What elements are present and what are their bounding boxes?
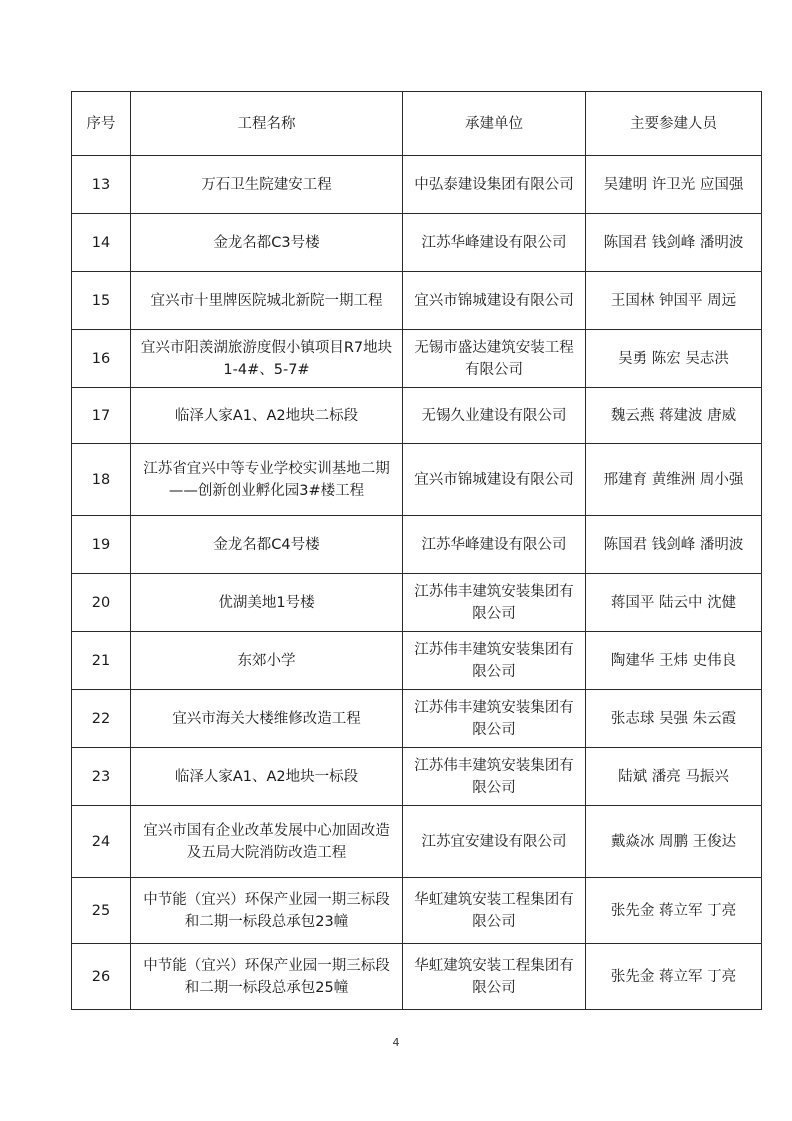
cell-no: 14 bbox=[72, 214, 131, 272]
cell-contractor: 江苏伟丰建筑安装集团有限公司 bbox=[403, 748, 586, 806]
cell-no: 23 bbox=[72, 748, 131, 806]
cell-staff: 陈国君 钱剑峰 潘明波 bbox=[586, 214, 762, 272]
cell-no: 19 bbox=[72, 516, 131, 574]
table-row bbox=[72, 944, 762, 1010]
cell-no: 15 bbox=[72, 272, 131, 330]
cell-staff: 陈国君 钱剑峰 潘明波 bbox=[586, 516, 762, 574]
table-row bbox=[72, 748, 762, 806]
project-table bbox=[71, 91, 762, 1010]
cell-no: 26 bbox=[72, 944, 131, 1010]
cell-contractor: 华虹建筑安装工程集团有限公司 bbox=[403, 878, 586, 944]
header-no: 序号 bbox=[72, 92, 131, 156]
cell-contractor: 江苏伟丰建筑安装集团有限公司 bbox=[403, 690, 586, 748]
table-row bbox=[72, 444, 762, 516]
cell-no: 21 bbox=[72, 632, 131, 690]
cell-contractor: 江苏伟丰建筑安装集团有限公司 bbox=[403, 574, 586, 632]
cell-project: 金龙名都C4号楼 bbox=[131, 516, 403, 574]
table-row bbox=[72, 632, 762, 690]
cell-project: 宜兴市阳羡湖旅游度假小镇项目R7地块1-4#、5-7# bbox=[131, 330, 403, 388]
header-project: 工程名称 bbox=[131, 92, 403, 156]
cell-staff: 张先金 蒋立军 丁亮 bbox=[586, 878, 762, 944]
table-row bbox=[72, 156, 762, 214]
cell-staff: 蒋国平 陆云中 沈健 bbox=[586, 574, 762, 632]
cell-staff: 魏云燕 蒋建波 唐威 bbox=[586, 388, 762, 444]
cell-project: 东郊小学 bbox=[131, 632, 403, 690]
cell-staff: 张志球 吴强 朱云霞 bbox=[586, 690, 762, 748]
cell-project: 优湖美地1号楼 bbox=[131, 574, 403, 632]
cell-project: 宜兴市海关大楼维修改造工程 bbox=[131, 690, 403, 748]
cell-staff: 吴建明 许卫光 应国强 bbox=[586, 156, 762, 214]
cell-staff: 陶建华 王炜 史伟良 bbox=[586, 632, 762, 690]
cell-staff: 吴勇 陈宏 吴志洪 bbox=[586, 330, 762, 388]
cell-project: 临泽人家A1、A2地块二标段 bbox=[131, 388, 403, 444]
table-row bbox=[72, 574, 762, 632]
cell-no: 25 bbox=[72, 878, 131, 944]
page-number: 4 bbox=[392, 1036, 400, 1049]
cell-project: 江苏省宜兴中等专业学校实训基地二期——创新创业孵化园3#楼工程 bbox=[131, 444, 403, 516]
table-row bbox=[72, 330, 762, 388]
table-row bbox=[72, 388, 762, 444]
table-row bbox=[72, 878, 762, 944]
cell-project: 宜兴市十里牌医院城北新院一期工程 bbox=[131, 272, 403, 330]
cell-no: 24 bbox=[72, 806, 131, 878]
cell-project: 临泽人家A1、A2地块一标段 bbox=[131, 748, 403, 806]
table-row bbox=[72, 690, 762, 748]
cell-staff: 陆斌 潘亮 马振兴 bbox=[586, 748, 762, 806]
cell-contractor: 无锡久业建设有限公司 bbox=[403, 388, 586, 444]
header-contractor: 承建单位 bbox=[403, 92, 586, 156]
cell-project: 万石卫生院建安工程 bbox=[131, 156, 403, 214]
table-row bbox=[72, 516, 762, 574]
table-header-row bbox=[72, 92, 762, 156]
cell-staff: 邢建育 黄维洲 周小强 bbox=[586, 444, 762, 516]
cell-no: 18 bbox=[72, 444, 131, 516]
cell-no: 20 bbox=[72, 574, 131, 632]
table-row bbox=[72, 214, 762, 272]
cell-staff: 戴焱冰 周鹏 王俊达 bbox=[586, 806, 762, 878]
table-row bbox=[72, 272, 762, 330]
cell-staff: 王国林 钟国平 周远 bbox=[586, 272, 762, 330]
cell-contractor: 江苏伟丰建筑安装集团有限公司 bbox=[403, 632, 586, 690]
cell-staff: 张先金 蒋立军 丁亮 bbox=[586, 944, 762, 1010]
header-staff: 主要参建人员 bbox=[586, 92, 762, 156]
cell-contractor: 宜兴市锦城建设有限公司 bbox=[403, 272, 586, 330]
cell-contractor: 江苏华峰建设有限公司 bbox=[403, 516, 586, 574]
cell-contractor: 华虹建筑安装工程集团有限公司 bbox=[403, 944, 586, 1010]
cell-contractor: 中弘泰建设集团有限公司 bbox=[403, 156, 586, 214]
cell-no: 16 bbox=[72, 330, 131, 388]
cell-no: 17 bbox=[72, 388, 131, 444]
cell-contractor: 江苏华峰建设有限公司 bbox=[403, 214, 586, 272]
cell-project: 中节能（宜兴）环保产业园一期三标段和二期一标段总承包25幢 bbox=[131, 944, 403, 1010]
cell-no: 22 bbox=[72, 690, 131, 748]
cell-contractor: 江苏宜安建设有限公司 bbox=[403, 806, 586, 878]
cell-contractor: 无锡市盛达建筑安装工程有限公司 bbox=[403, 330, 586, 388]
cell-contractor: 宜兴市锦城建设有限公司 bbox=[403, 444, 586, 516]
cell-project: 中节能（宜兴）环保产业园一期三标段和二期一标段总承包23幢 bbox=[131, 878, 403, 944]
cell-project: 金龙名都C3号楼 bbox=[131, 214, 403, 272]
table-row bbox=[72, 806, 762, 878]
cell-project: 宜兴市国有企业改革发展中心加固改造及五局大院消防改造工程 bbox=[131, 806, 403, 878]
cell-no: 13 bbox=[72, 156, 131, 214]
